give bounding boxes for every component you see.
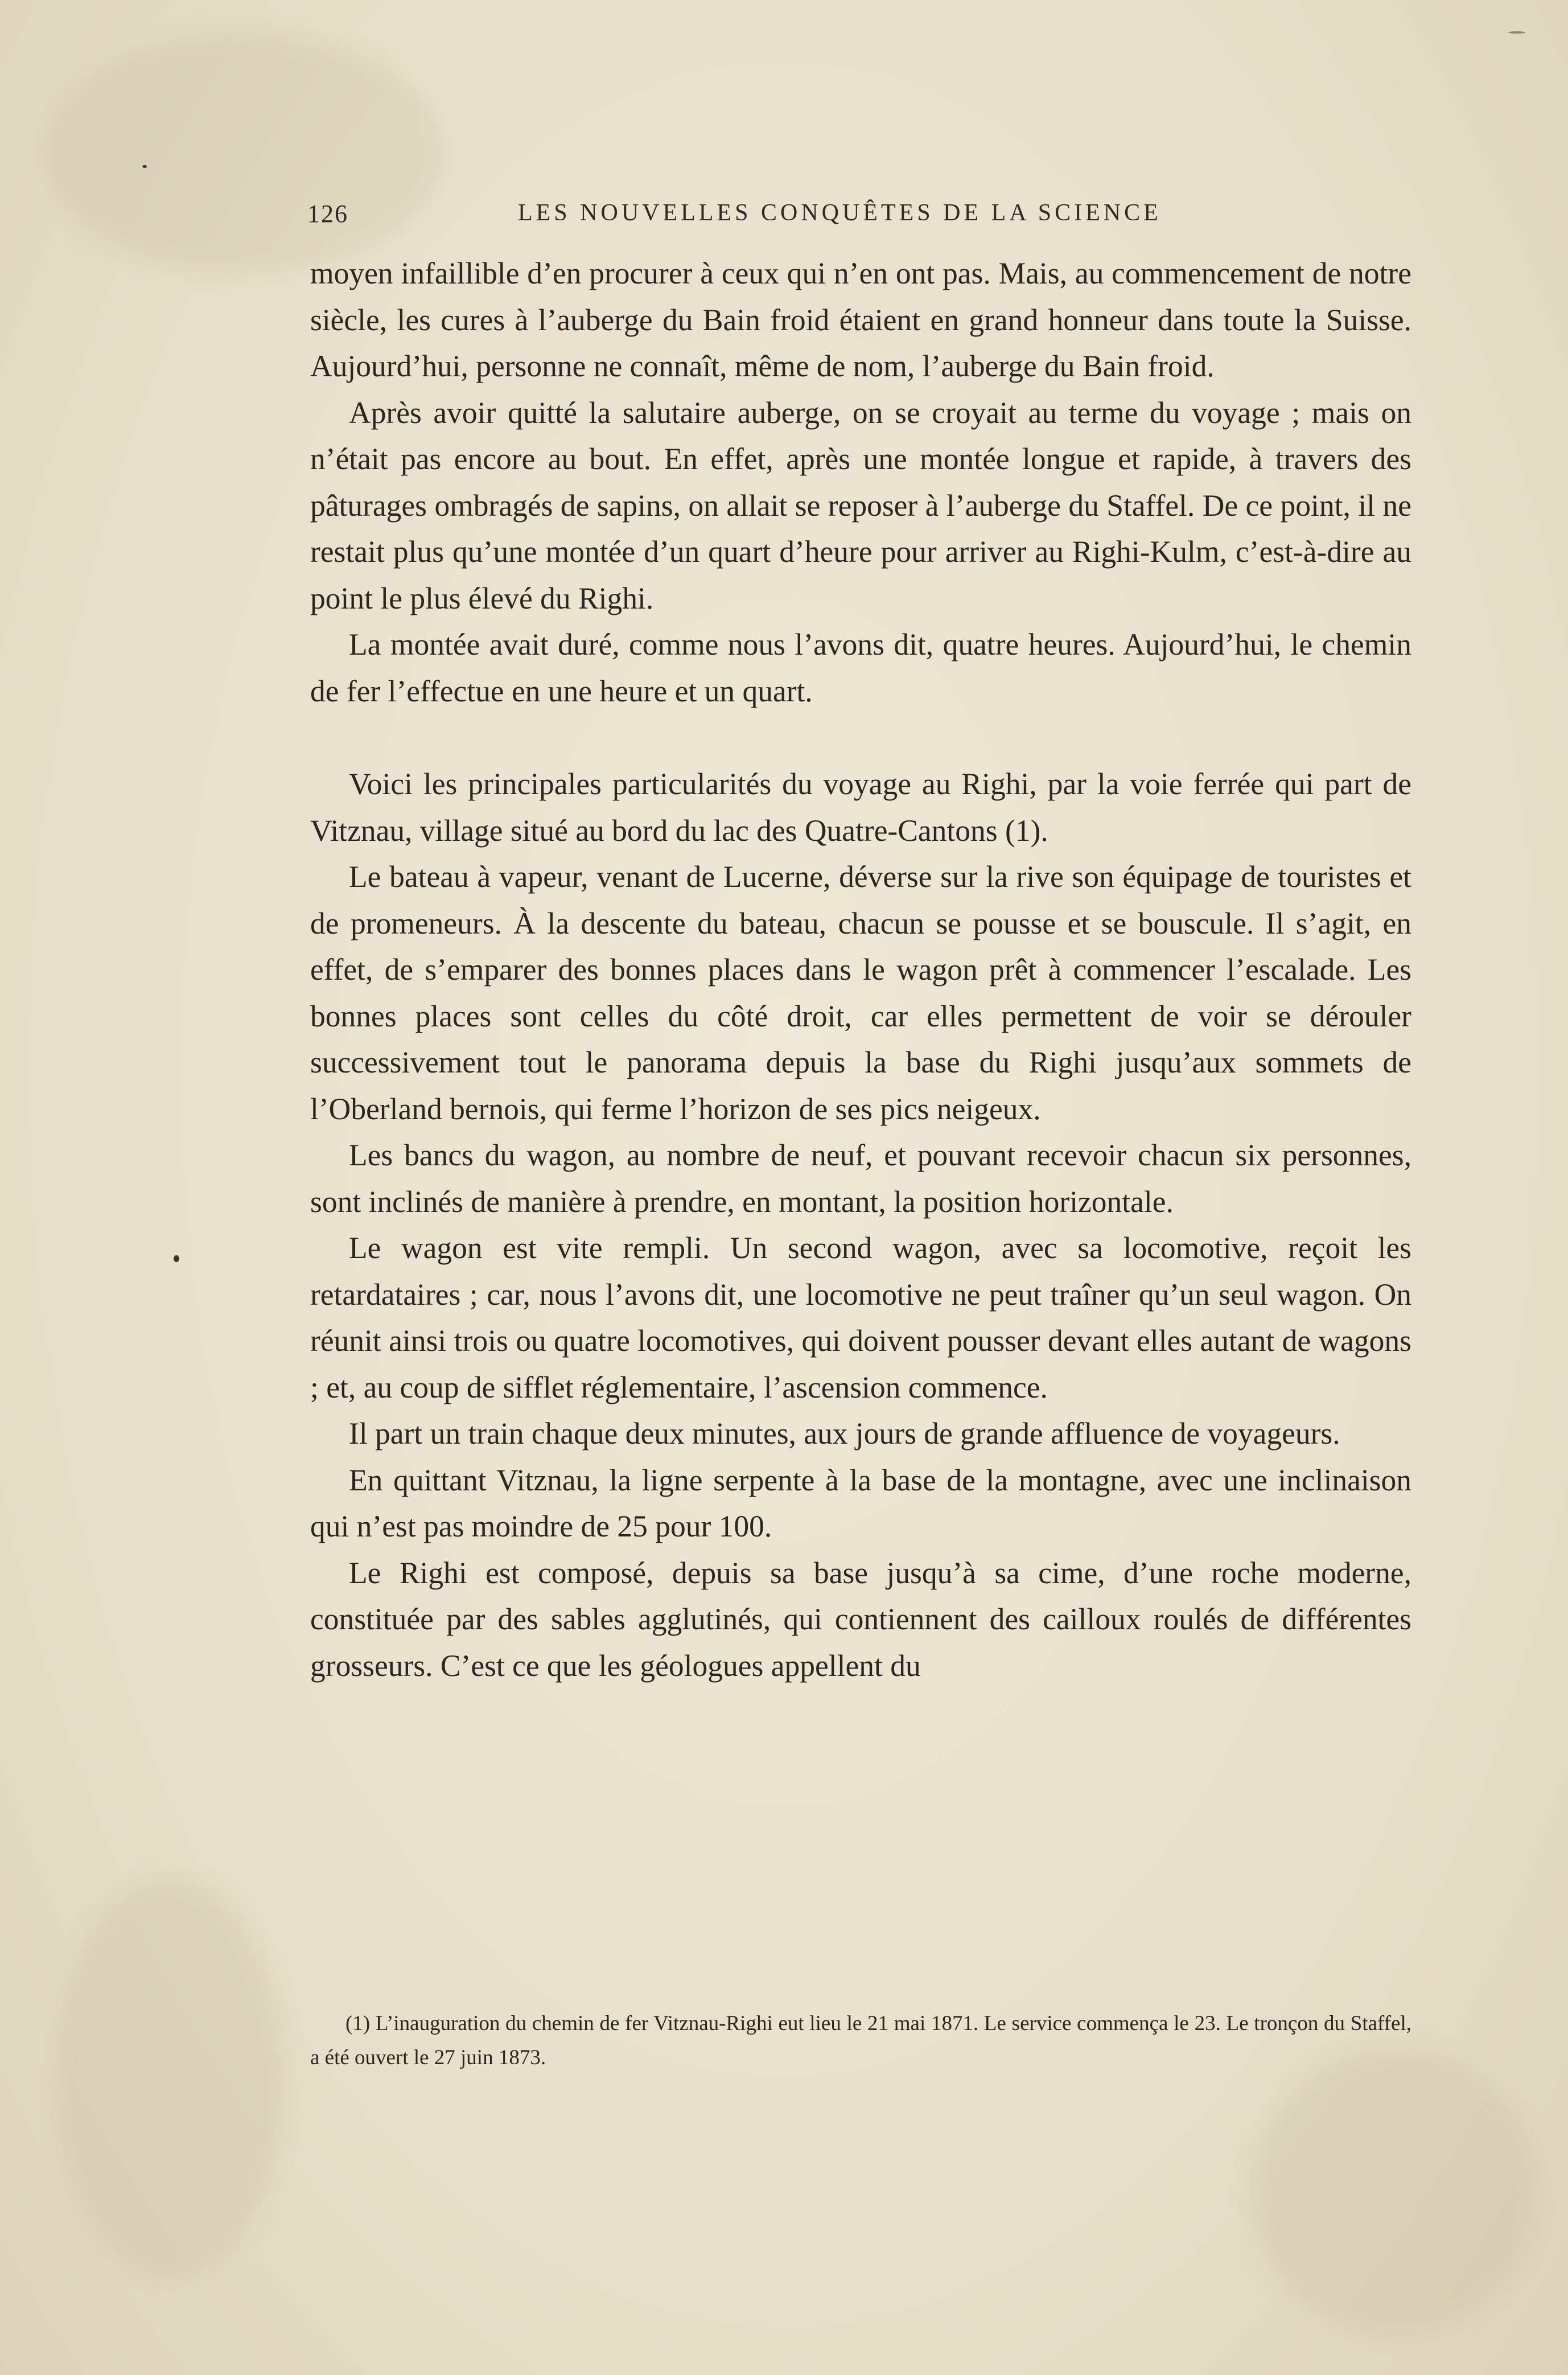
paragraph: Le bateau à vapeur, venant de Lucerne, déverse sur la rive son équipage de touristes et de promeneurs. À la descente du bateau, chacun se pousse et se bouscule. Il s’agit, en effet, de s’emparer des bonnes places dans le wagon prêt à commencer l’escalade. Les bonnes places sont celles du côté droit, car elles permettent de voir se dérouler successivement tout le panorama depuis la base du Righi jusqu’aux sommets de l’Oberland bernois, qui ferme l’horizon de ses pics neigeux.	[310, 860, 1411, 1126]
ink-speck	[1508, 31, 1525, 34]
paragraph: moyen infaillible d’en procurer à ceux qui n’en ont pas. Mais, au commencement de notre siècle, les cures à l’auberge du Bain froid étaient en grand honneur dans toute la Suisse. Aujourd’hui, personne ne connaît, même de nom, l’auberge du Bain froid.	[310, 256, 1411, 383]
main-text	[310, 250, 1411, 1689]
paragraph: Les bancs du wagon, au nombre de neuf, et pouvant recevoir chacun six personnes, sont inclinés de manière à prendre, en montant, la position horizontale.	[310, 1138, 1411, 1219]
paragraph: En quittant Vitznau, la ligne serpente à la base de la montagne, avec une inclinaison qui n’est pas moindre de 25 pour 100.	[310, 1462, 1411, 1543]
paragraph: Après avoir quitté la salutaire auberge, on se croyait au terme du voyage ; mais on n’était pas encore au bout. En effet, après une montée longue et rapide, à travers des pâturages ombragés de sapins, on allait se reposer à l’auberge du Staffel. De ce point, il ne restait plus qu’une montée d’un quart d’heure pour arriver au Righi-Kulm, c’est-à-dire au point le plus élevé du Righi.	[310, 395, 1411, 615]
page-header	[307, 199, 1195, 239]
paragraph: Voici les principales particularités du voyage au Righi, par la voie ferrée qui part de Vitznau, village situé au bord du lac des Quatre-Cantons (1).	[310, 767, 1411, 848]
page-number: 126	[307, 200, 348, 228]
paper-stain	[57, 1879, 285, 2277]
footnote: (1) L’inauguration du chemin de fer Vitznau-Righi eut lieu le 21 mai 1871. Le service commença le 23. Le tronçon du Staffel, a été ouvert le 27 juin 1873.	[310, 2012, 1411, 2069]
paper-stain	[1252, 2049, 1537, 2334]
ink-speck	[174, 1255, 179, 1262]
paragraph: Le wagon est vite rempli. Un second wagon, avec sa locomotive, reçoit les retardataires ; car, nous l’avons dit, une locomotive ne peut traîner qu’un seul wagon. On réunit ainsi trois ou quatre locomotives, qui doivent pousser devant elles autant de wagons ; et, au coup de sifflet réglementaire, l’ascension commence.	[310, 1231, 1411, 1404]
paragraph: La montée avait duré, comme nous l’avons dit, quatre heures. Aujourd’hui, le chemin de fer l’effectue en une heure et un quart.	[310, 627, 1411, 708]
ink-speck	[142, 165, 147, 168]
running-title: LES NOUVELLES CONQUÊTES DE LA SCIENCE	[518, 200, 1162, 226]
paragraph: Il part un train chaque deux minutes, aux jours de grande affluence de voyageurs.	[349, 1416, 1340, 1451]
paragraph: Le Righi est composé, depuis sa base jusqu’à sa cime, d’une roche moderne, constituée par des sables agglutinés, qui contiennent des cailloux roulés de différentes grosseurs. C’est ce que les géologues appellent du	[310, 1555, 1411, 1683]
